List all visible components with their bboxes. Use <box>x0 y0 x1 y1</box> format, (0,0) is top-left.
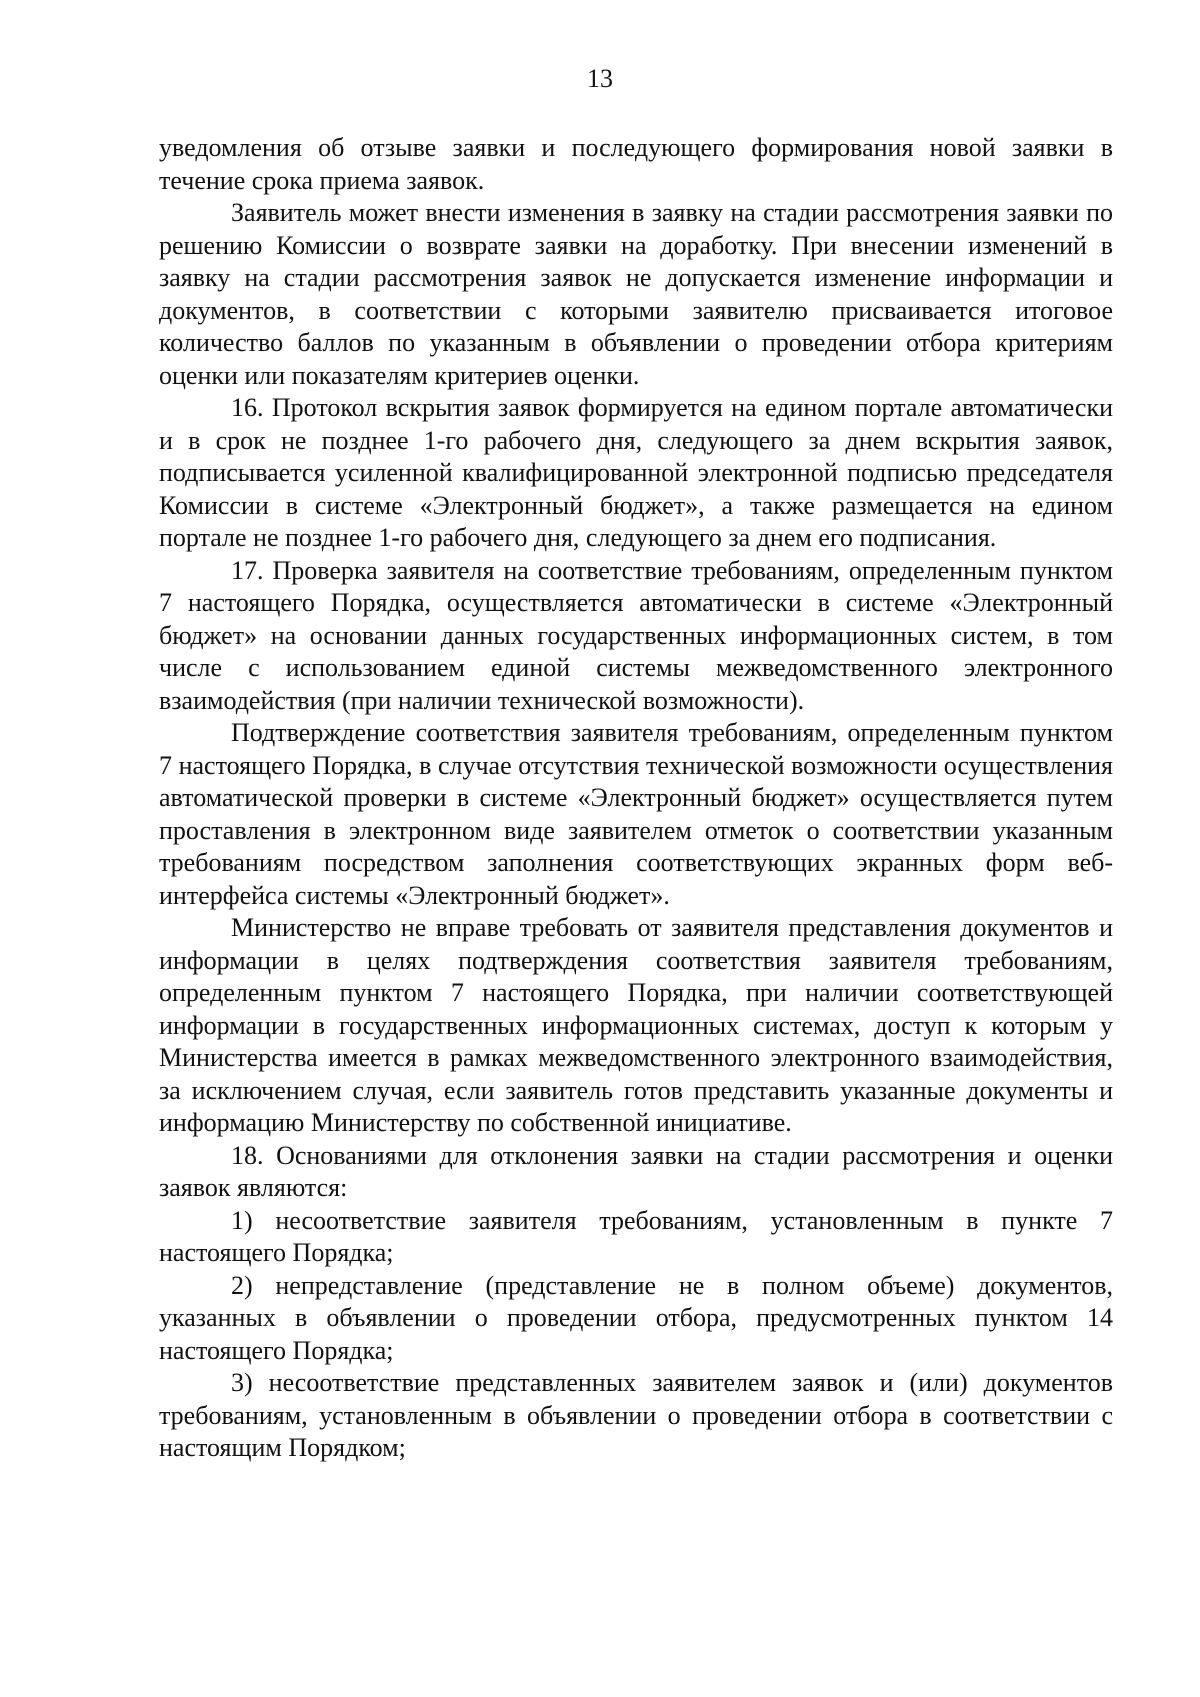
paragraph-item-18: 18. Основаниями для отклонения заявки на стадии рассмотрения и оценки заявок являются: <box>159 1140 1113 1202</box>
page-number: 13 <box>587 64 613 93</box>
paragraph-ministry-restriction: Министерство не вправе требовать от заявителя представления документов и информации в целях подтверждения соответствия заявителя требованиям, определенным пунктом 7 настоящего Порядка, при наличии соответствующей информации в государственных информационных системах, доступ к которым у Министерства имеется в рамках межведомственного электронного взаимодействия, за исключением случая, если заявитель готов представить указанные документы и информацию Министерству по собственной инициативе. <box>159 913 1113 1137</box>
list-item-1: 1) несоответствие заявителя требованиям, установленным в пункте 7 настоящего Порядка; <box>159 1205 1113 1267</box>
paragraph-application-changes: Заявитель может внести изменения в заявку на стадии рассмотрения заявки по решению Комиссии о возврате заявки на доработку. При внесении изменений в заявку на стадии рассмотрения заявок не допускается изменение информации и документов, в соответствии с которыми заявителю присваивается итоговое количество баллов по указанным в объявлении о проведении отбора критериям оценки или показателям критериев оценки. <box>159 198 1113 390</box>
document-body <box>159 132 1113 1465</box>
list-item-3: 3) несоответствие представленных заявителем заявок и (или) документов требованиям, установленным в объявлении о проведении отбора в соответствии с настоящим Порядком; <box>159 1368 1113 1462</box>
paragraph-item-16: 16. Протокол вскрытия заявок формируется на едином портале автоматически и в срок не позднее 1-го рабочего дня, следующего за днем вскрытия заявок, подписывается усиленной квалифицированной электронной подписью председателя Комиссии в системе «Электронный бюджет», а также размещается на едином портале не позднее 1-го рабочего дня, следующего за днем его подписания. <box>159 393 1113 552</box>
paragraph-item-17: 17. Проверка заявителя на соответствие требованиям, определенным пунктом 7 настоящего Порядка, осуществляется автоматически в системе «Электронный бюджет» на основании данных государственных информационных систем, в том числе с использованием единой системы межведомственного электронного взаимодействия (при наличии технической возможности). <box>159 555 1113 715</box>
paragraph-compliance-confirmation: Подтверждение соответствия заявителя требованиям, определенным пунктом 7 настоящего Порядка, в случае отсутствия технической возможности осуществления автоматической проверки в системе «Электронный бюджет» осуществляется путем проставления в электронном виде заявителем отметок о соответствии указанным требованиям посредством заполнения соответствующих экранных форм веб-интерфейса системы «Электронный бюджет». <box>159 718 1113 910</box>
paragraph-continuation: уведомления об отзыве заявки и последующего формирования новой заявки в течение срока приема заявок. <box>159 133 1113 195</box>
list-item-2: 2) непредставление (представление не в полном объеме) документов, указанных в объявлении о проведении отбора, предусмотренных пунктом 14 настоящего Порядка; <box>159 1270 1113 1365</box>
